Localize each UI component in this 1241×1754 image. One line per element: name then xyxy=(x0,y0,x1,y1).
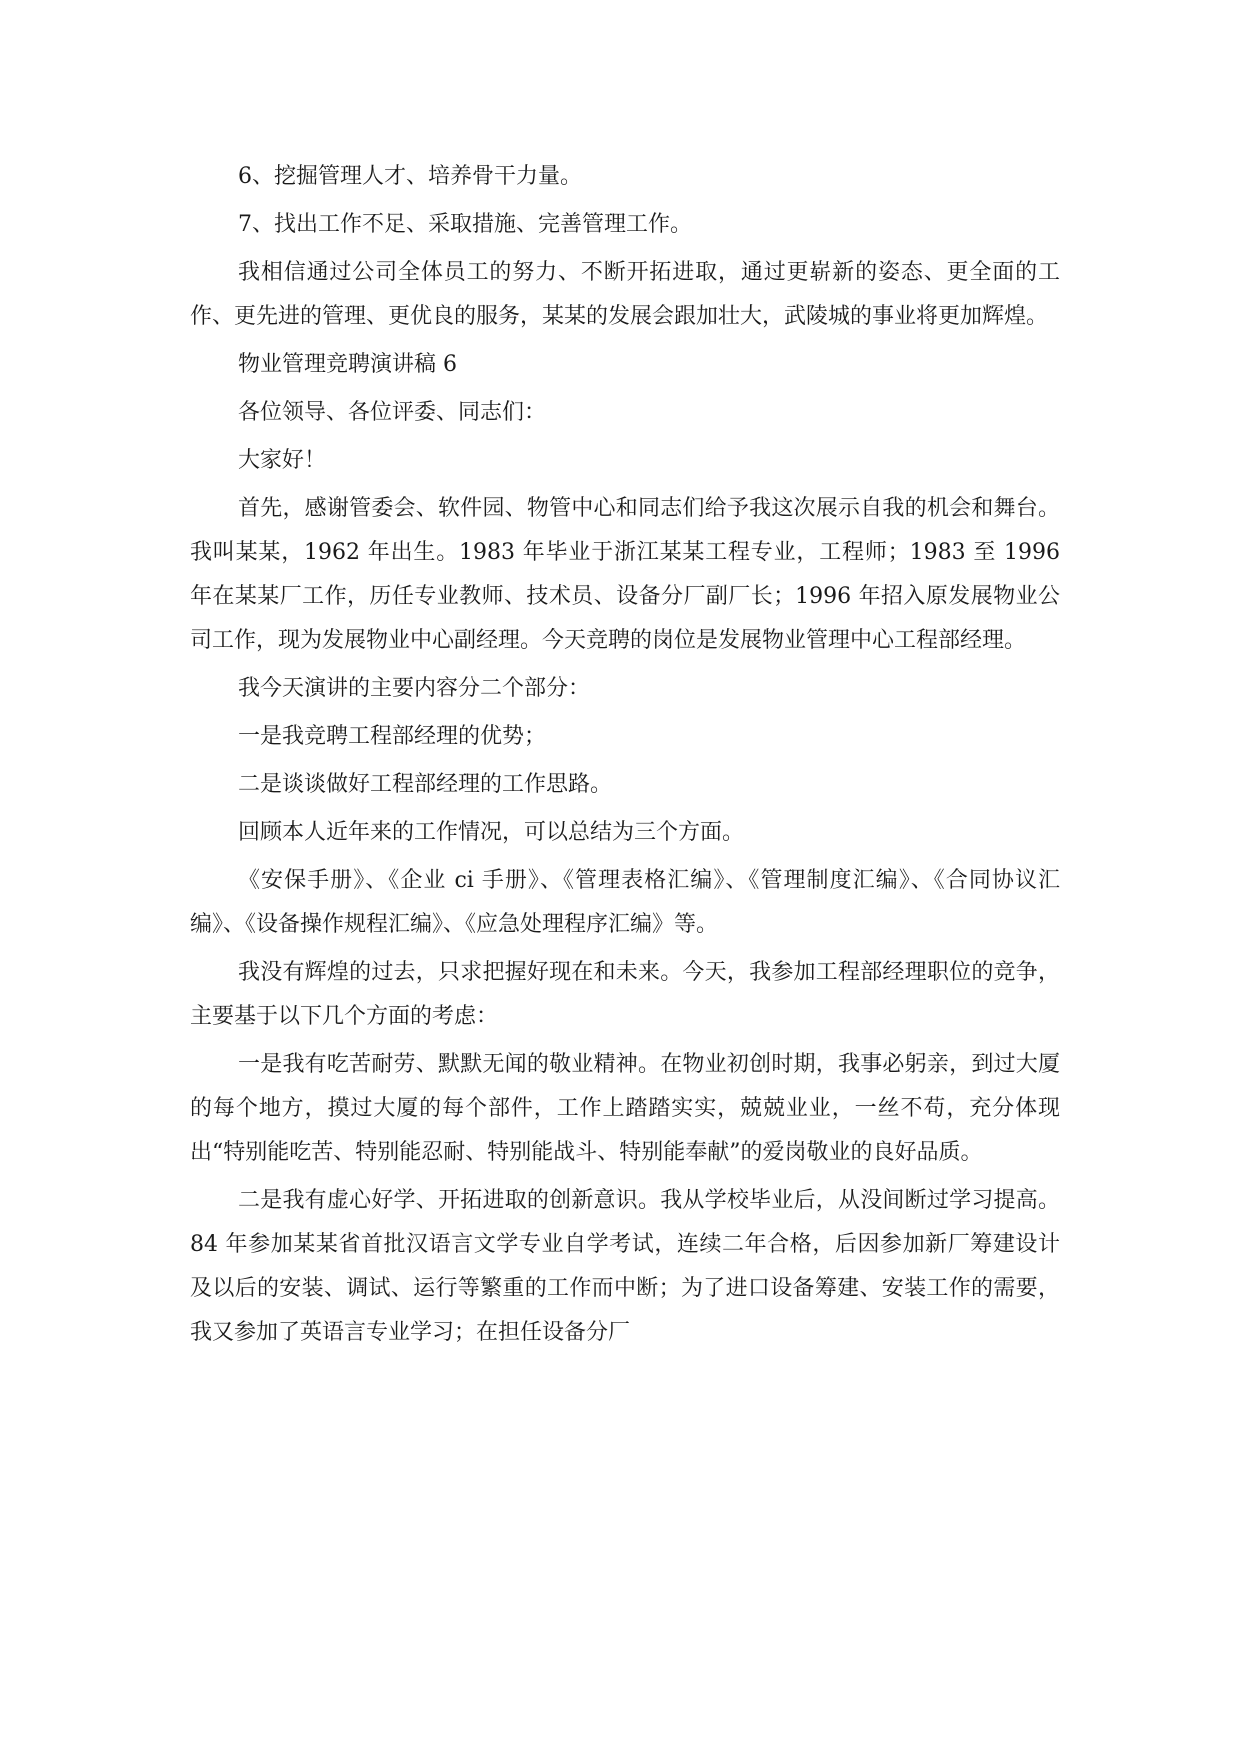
paragraph: 《安保手册》、《企业 ci 手册》、《管理表格汇编》、《管理制度汇编》、《合同协议汇编》、《设备操作规程汇编》、《应急处理程序汇编》等。 xyxy=(190,868,1060,937)
paragraph: 我今天演讲的主要内容分二个部分： xyxy=(238,676,591,701)
paragraph: 7、找出工作不足、采取措施、完善管理工作。 xyxy=(238,212,692,237)
paragraph: 我没有辉煌的过去，只求把握好现在和未来。今天，我参加工程部经理职位的竞争，主要基于以下几个方面的考虑： xyxy=(190,960,1060,1029)
paragraph: 二是我有虚心好学、开拓进取的创新意识。我从学校毕业后，从没间断过学习提高。84 年参加某某省首批汉语言文学专业自学考试，连续二年合格，后因参加新厂筹建设计及以后的安装、调试、运行等繁重的工作而中断；为了进口设备筹建、安装工作的需要，我又参加了英语言专业学习；在担任设备分厂 xyxy=(190,1188,1060,1345)
list-item: 二是谈谈做好工程部经理的工作思路。 xyxy=(238,772,613,797)
paragraph: 6、挖掘管理人才、培养骨干力量。 xyxy=(238,164,582,189)
paragraph: 我相信通过公司全体员工的努力、不断开拓进取，通过更崭新的姿态、更全面的工作、更先进的管理、更优良的服务，某某的发展会跟加壮大，武陵城的事业将更加辉煌。 xyxy=(190,260,1060,329)
paragraph: 回顾本人近年来的工作情况，可以总结为三个方面。 xyxy=(238,820,745,845)
greeting: 大家好！ xyxy=(238,448,327,473)
paragraph: 首先，感谢管委会、软件园、物管中心和同志们给予我这次展示自我的机会和舞台。我叫某某，1962 年出生。1983 年毕业于浙江某某工程专业，工程师；1983 至 1996 年在某某厂工作，历任专业教师、技术员、设备分厂副厂长；1996 年招入原发展物业公司工作，现为发展物业中心副经理。今天竞聘的岗位是发展物业管理中心工程部经理。 xyxy=(190,496,1060,653)
list-item: 一是我竞聘工程部经理的优势； xyxy=(238,724,547,749)
section-heading: 物业管理竞聘演讲稿 6 xyxy=(238,352,457,377)
salutation: 各位领导、各位评委、同志们： xyxy=(238,400,547,425)
document-body xyxy=(190,155,1060,1359)
paragraph: 一是我有吃苦耐劳、默默无闻的敬业精神。在物业初创时期，我事必躬亲，到过大厦的每个地方，摸过大厦的每个部件，工作上踏踏实实，兢兢业业，一丝不苟，充分体现出“特别能吃苦、特别能忍耐、特别能战斗、特别能奉献”的爱岗敬业的良好品质。 xyxy=(190,1052,1060,1165)
